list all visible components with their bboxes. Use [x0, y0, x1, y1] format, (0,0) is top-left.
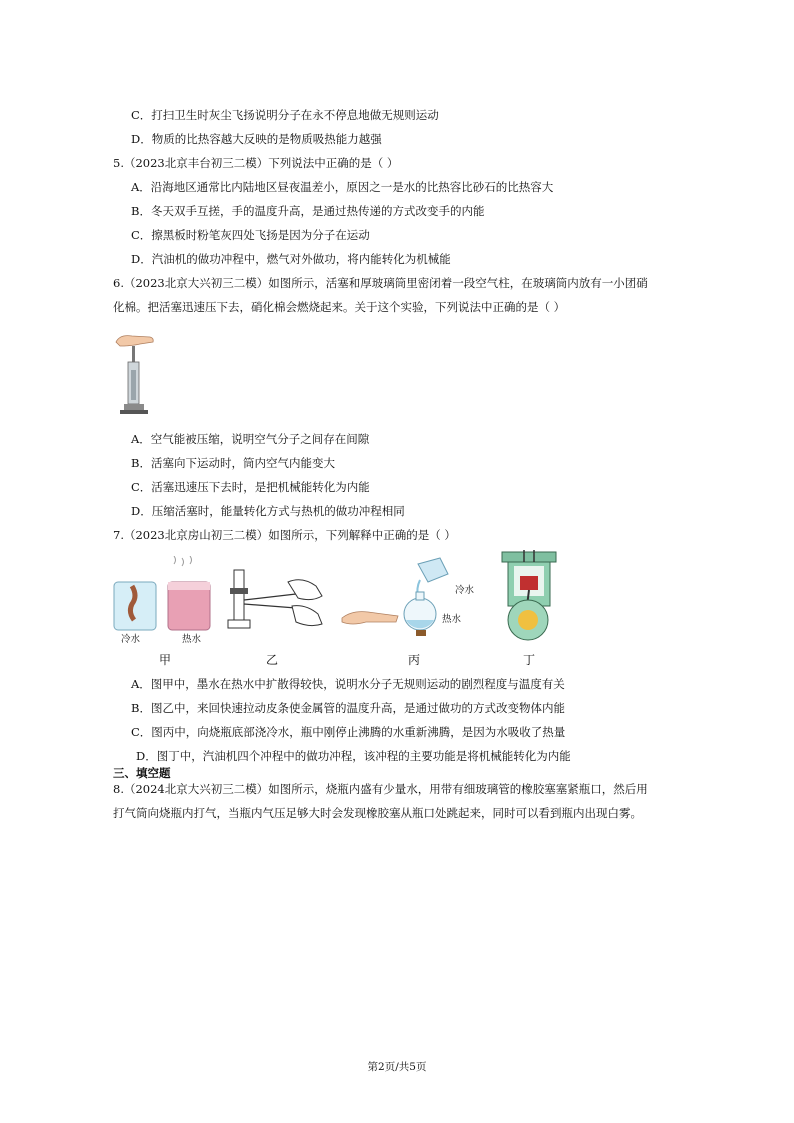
- cold-water-label-2: 冷水: [455, 585, 475, 596]
- q6-option-b: B．活塞向下运动时，筒内空气内能变大: [131, 456, 335, 470]
- q4-option-d: D．物质的比热容越大反映的是物质吸热能力越强: [131, 132, 382, 146]
- q7-option-c: C．图丙中，向烧瓶底部浇冷水，瓶中刚停止沸腾的水重新沸腾，是因为水吸收了热量: [131, 725, 566, 739]
- beakers-diffusion-figure: [110, 556, 220, 636]
- engine-stroke-figure: [498, 548, 560, 648]
- q7-option-b: B．图乙中，来回快速拉动皮条使金属管的温度升高，是通过做功的方式改变物体内能: [131, 701, 565, 715]
- q6-option-c: C．活塞迅速压下去时，是把机械能转化为内能: [131, 480, 370, 494]
- q6-stem-line2: 化棉。把活塞迅速压下去，硝化棉会燃烧起来。关于这个实验，下列说法中正确的是（ ）: [113, 300, 566, 314]
- q7-option-a: A．图甲中，墨水在热水中扩散得较快，说明水分子无规则运动的剧烈程度与温度有关: [131, 677, 565, 691]
- cold-water-label: 冷水: [121, 634, 141, 645]
- figure-label-ding: 丁: [523, 653, 536, 667]
- q5-stem: 5.（2023北京丰台初三二模）下列说法中正确的是（ ）: [113, 156, 399, 170]
- figure-label-jia: 甲: [159, 653, 172, 667]
- figure-label-bing: 丙: [408, 653, 421, 667]
- hot-water-label: 热水: [182, 634, 202, 645]
- page-number-footer: 第2页/共5页: [367, 1061, 427, 1073]
- q5-option-a: A．沿海地区通常比内陆地区昼夜温差小，原因之一是水的比热容比砂石的比热容大: [131, 180, 554, 194]
- q7-option-d: D．图丁中，汽油机四个冲程中的做功冲程，该冲程的主要功能是将机械能转化为内能: [136, 749, 571, 763]
- piston-apparatus-figure: [110, 330, 160, 420]
- q8-stem-line2: 打气筒向烧瓶内打气，当瓶内气压足够大时会发现橡胶塞从瓶口处跳起来，同时可以看到瓶内出现白雾。: [113, 806, 642, 820]
- figure-label-yi: 乙: [266, 653, 279, 667]
- q5-option-c: C．擦黑板时粉笔灰四处飞扬是因为分子在运动: [131, 228, 370, 242]
- q7-stem: 7.（2023北京房山初三二模）如图所示，下列解释中正确的是（ ）: [113, 528, 456, 542]
- q6-option-d: D．压缩活塞时，能量转化方式与热机的做功冲程相同: [131, 504, 405, 518]
- q5-option-d: D．汽油机的做功冲程中，燃气对外做功，将内能转化为机械能: [131, 252, 451, 266]
- q6-option-a: A．空气能被压缩，说明空气分子之间存在间隙: [131, 432, 370, 446]
- hot-water-label-2: 热水: [442, 614, 462, 625]
- friction-tube-figure: [226, 566, 336, 636]
- q4-option-c: C．打扫卫生时灰尘飞扬说明分子在永不停息地做无规则运动: [131, 108, 439, 122]
- section-heading-fill-blank: 三、填空题: [113, 766, 171, 780]
- q8-stem-line1: 8.（2024北京大兴初三二模）如图所示，烧瓶内盛有少量水，用带有细玻璃管的橡胶塞塞紧瓶口，然后用: [113, 782, 648, 796]
- q5-option-b: B．冬天双手互搓，手的温度升高，是通过热传递的方式改变手的内能: [131, 204, 485, 218]
- q6-stem-line1: 6.（2023北京大兴初三二模）如图所示，活塞和厚玻璃筒里密闭着一段空气柱，在玻璃筒内放有一小团硝: [113, 276, 648, 290]
